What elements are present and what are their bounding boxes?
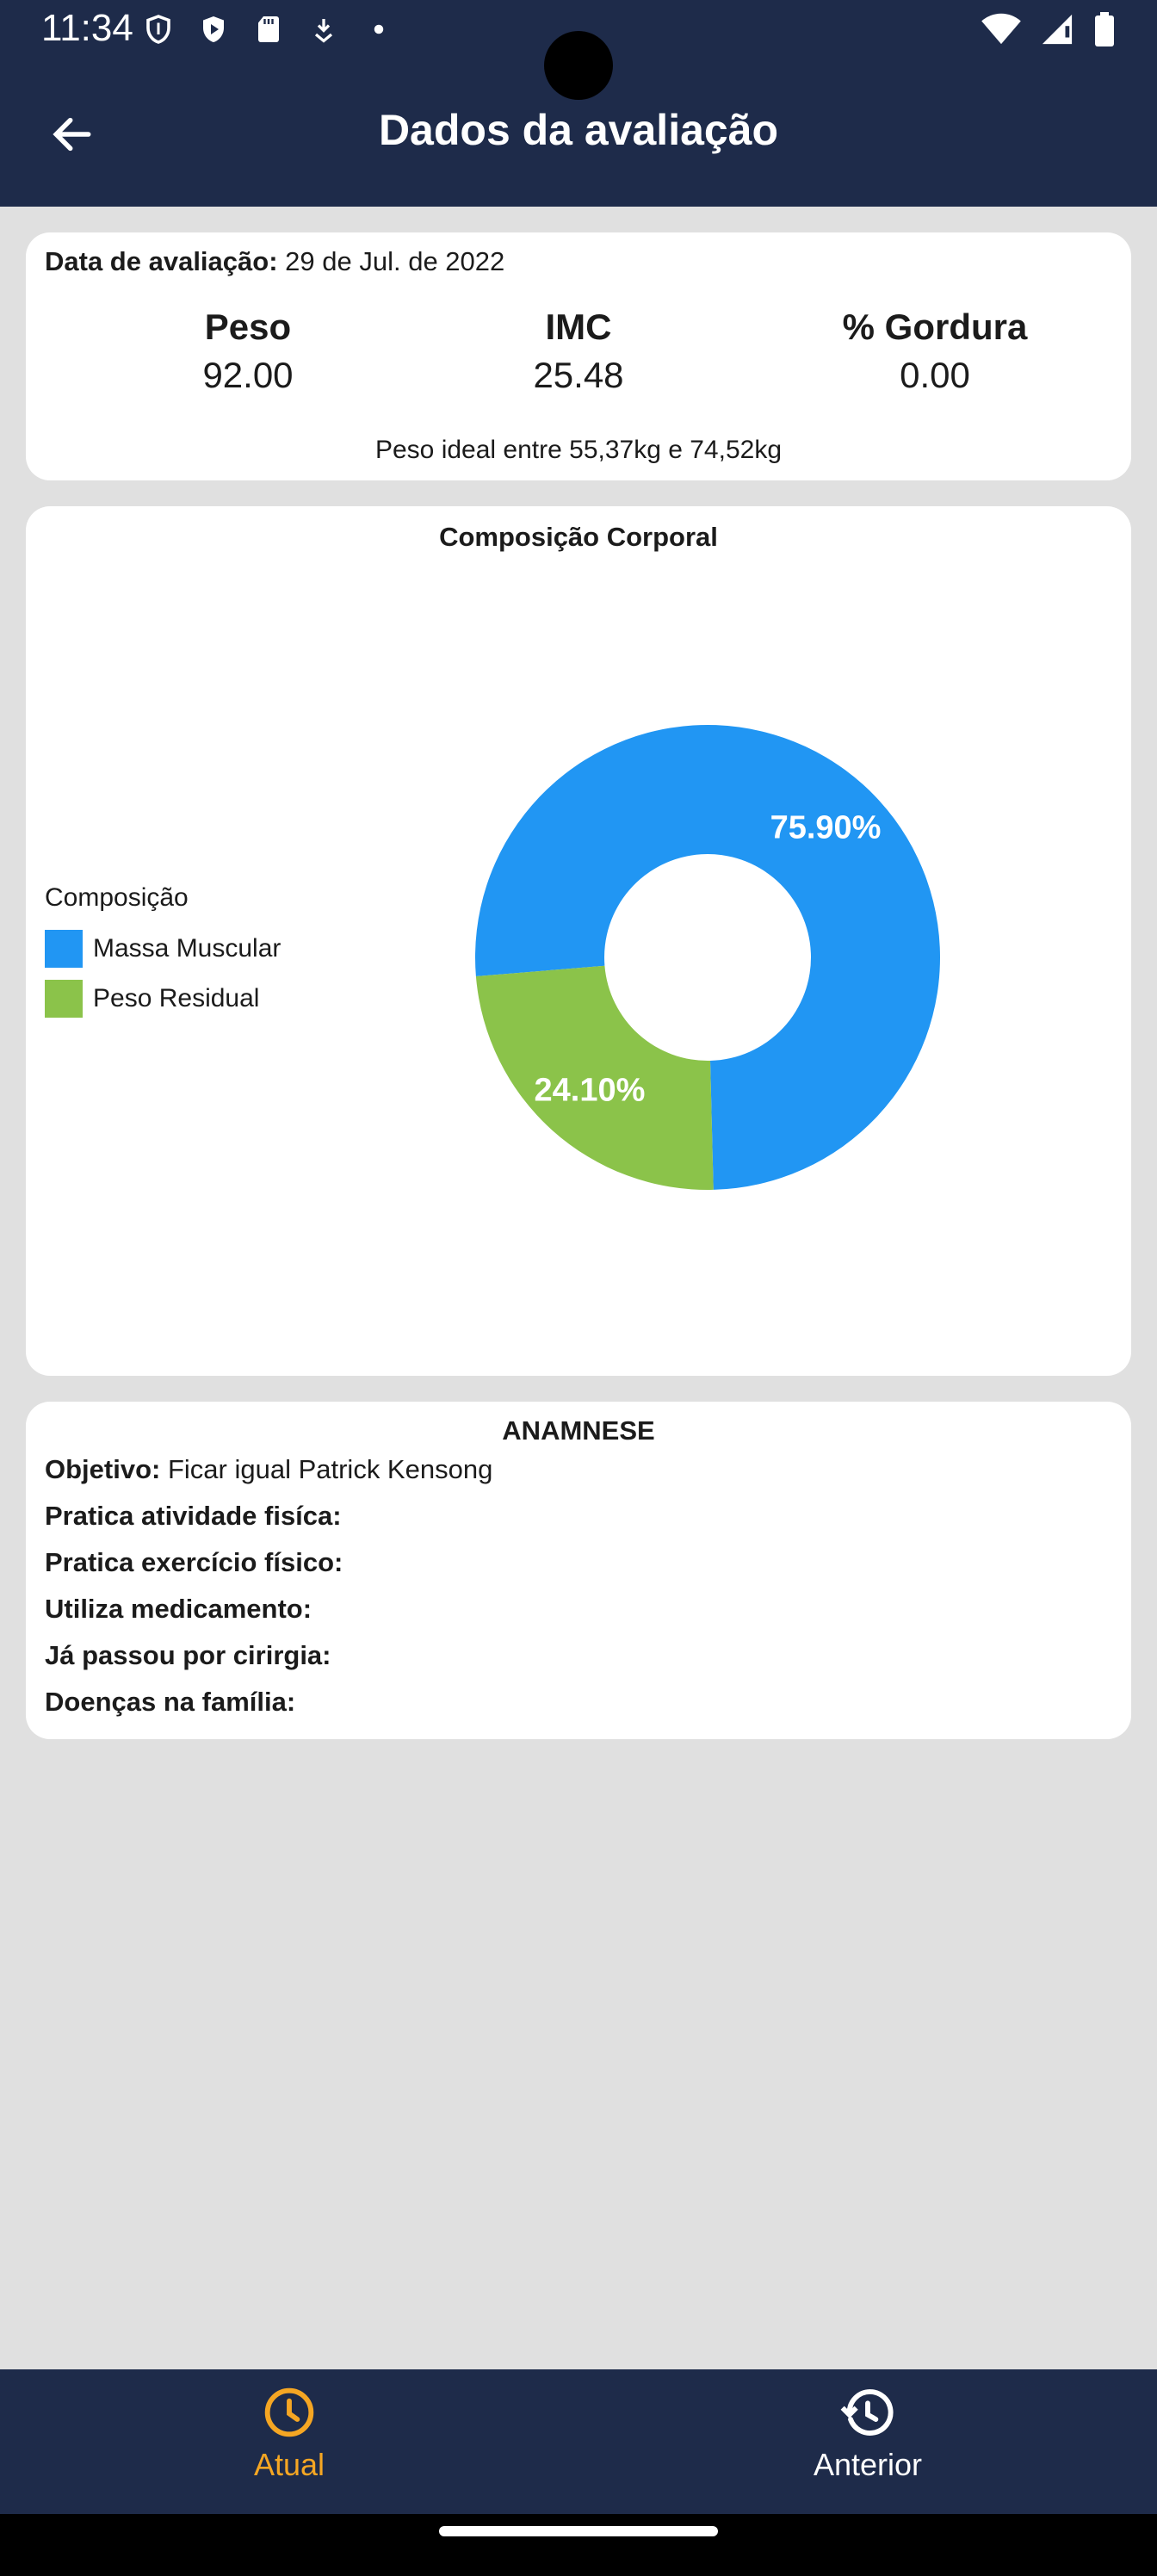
nav-item-anterior[interactable] xyxy=(578,2385,1157,2483)
anamnese-label: Objetivo: xyxy=(45,1454,161,1484)
legend-swatch xyxy=(45,980,83,1018)
metric-gordura xyxy=(754,307,1116,396)
anamnese-label: Utiliza medicamento: xyxy=(45,1594,312,1624)
signal-icon xyxy=(1040,13,1074,50)
nav-label: Anterior xyxy=(813,2447,923,2482)
battery-icon xyxy=(1093,12,1116,51)
summary-card xyxy=(26,232,1131,480)
anamnese-label: Pratica exercício físico: xyxy=(45,1547,343,1577)
ideal-weight: Peso ideal entre 55,37kg e 74,52kg xyxy=(374,436,783,464)
anamnese-row-objetivo xyxy=(45,1446,492,1493)
legend-item-massa-muscular xyxy=(45,930,281,968)
anamnese-label: Pratica atividade fisíca: xyxy=(45,1501,342,1531)
date-label: Data de avaliação: xyxy=(45,246,278,276)
anamnese-label: Já passou por cirirgia: xyxy=(45,1640,331,1670)
donut-label-1: 24.10% xyxy=(534,1072,646,1109)
legend-label: Massa Muscular xyxy=(93,934,282,963)
anamnese-row-atividade xyxy=(45,1493,492,1539)
anamnese-list xyxy=(45,1446,492,1725)
page-title: Dados da avaliação xyxy=(378,106,779,154)
donut-label-0: 75.90% xyxy=(770,809,882,846)
camera-cutout xyxy=(544,31,613,100)
legend-swatch xyxy=(45,930,83,968)
anamnese-row-doencas xyxy=(45,1679,492,1725)
anamnese-value: Ficar igual Patrick Kensong xyxy=(167,1454,493,1484)
shield-icon xyxy=(143,14,174,45)
metric-value: 92.00 xyxy=(202,355,294,395)
system-gesture-area xyxy=(0,2514,1157,2576)
download-icon xyxy=(308,14,339,45)
legend-title: Composição xyxy=(45,883,189,912)
metric-value: 0.00 xyxy=(900,355,970,395)
anamnese-label: Doenças na família: xyxy=(45,1687,296,1717)
home-gesture-handle[interactable] xyxy=(439,2526,718,2536)
chart-title: Composição Corporal xyxy=(439,522,718,552)
nav-label: Atual xyxy=(253,2447,325,2482)
date-value: 29 de Jul. de 2022 xyxy=(285,246,505,276)
evaluation-date xyxy=(45,246,504,277)
metric-label: % Gordura xyxy=(842,307,1028,347)
app-bar xyxy=(0,0,1157,207)
sd-card-icon xyxy=(253,14,284,45)
dot-icon xyxy=(363,14,394,45)
nav-item-atual[interactable] xyxy=(0,2385,578,2483)
bottom-navigation xyxy=(0,2369,1157,2514)
status-time: 11:34 xyxy=(41,7,133,49)
play-protect-icon xyxy=(198,14,229,45)
anamnese-row-exercicio xyxy=(45,1539,492,1586)
legend-label: Peso Residual xyxy=(93,984,260,1012)
anamnese-row-medicamento xyxy=(45,1586,492,1632)
anamnese-card xyxy=(26,1402,1131,1739)
anamnese-title: ANAMNESE xyxy=(502,1415,655,1446)
composition-card xyxy=(26,506,1131,1376)
wifi-icon xyxy=(981,13,1021,50)
metric-label: IMC xyxy=(545,307,612,347)
anamnese-row-cirurgia xyxy=(45,1632,492,1679)
metric-peso xyxy=(67,307,429,396)
metric-label: Peso xyxy=(204,307,292,347)
clock-icon xyxy=(262,2385,317,2440)
legend-item-peso-residual xyxy=(45,980,281,1018)
history-icon xyxy=(840,2385,895,2440)
metric-imc xyxy=(398,307,759,396)
metric-value: 25.48 xyxy=(533,355,624,395)
chart-legend xyxy=(45,883,281,1030)
